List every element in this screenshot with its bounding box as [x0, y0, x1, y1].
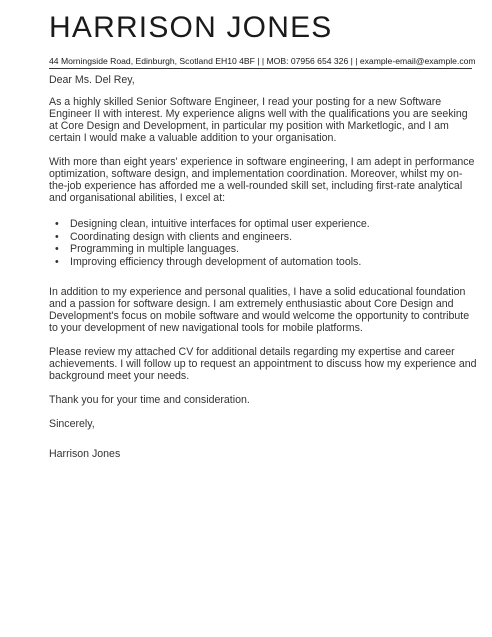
list-item-text: Programming in multiple languages.	[70, 243, 239, 255]
paragraph-education: In addition to my experience and personal qualities, I have a solid educational foundation and a passion for software design. I am extremely enthusiastic about Core Design and Development's focus on mobile software and would welcome the opportunity to contribute to your development of new navigational tools for mobile platforms.	[49, 285, 470, 334]
salutation: Dear Ms. Del Rey,	[49, 74, 135, 86]
skills-list	[49, 218, 479, 268]
header-divider	[49, 68, 472, 69]
contact-line: 44 Morningside Road, Edinburgh, Scotland EH10 4BF | | MOB: 07956 654 326 | | example-email@example.com	[49, 56, 476, 66]
bullet-icon: •	[55, 230, 59, 243]
list-item-text: Coordinating design with clients and engineers.	[70, 230, 293, 243]
applicant-name: HARRISON JONES	[49, 11, 333, 44]
paragraph-follow-up: Please review my attached CV for additional details regarding my expertise and career achievements. I will follow up to request an appointment to discuss how my experience and background meet your needs.	[49, 345, 477, 382]
signature: Harrison Jones	[49, 447, 121, 460]
paragraph-experience: With more than eight years' experience in software engineering, I am adept in performance optimization, software design, and implementation coordination. Moreover, whilst my on-the-job experience has afforded me a well-rounded skill set, including first-rate analytical and organisational abilities, I excel at:	[49, 156, 475, 204]
paragraph-intro: As a highly skilled Senior Software Engineer, I read your posting for a new Software Engineer II with interest. My experience aligns well with the qualifications you are seeking at Core Design and Development, in particular my position with Marketlogic, and I am certain I would make a valuable addition to your organisation.	[49, 96, 468, 144]
list-item-text: Designing clean, intuitive interfaces for optimal user experience.	[70, 218, 370, 230]
bullet-icon: •	[55, 243, 59, 255]
list-item	[49, 231, 479, 243]
bullet-icon: •	[55, 218, 59, 230]
letter-body	[49, 74, 479, 460]
list-item-text: Improving efficiency through development of automation tools.	[70, 255, 362, 268]
closing: Sincerely,	[49, 417, 95, 430]
list-item	[49, 243, 479, 255]
list-item	[49, 218, 479, 230]
list-item	[49, 256, 479, 268]
bullet-icon: •	[55, 255, 59, 268]
thanks-line: Thank you for your time and consideration.	[49, 393, 250, 406]
